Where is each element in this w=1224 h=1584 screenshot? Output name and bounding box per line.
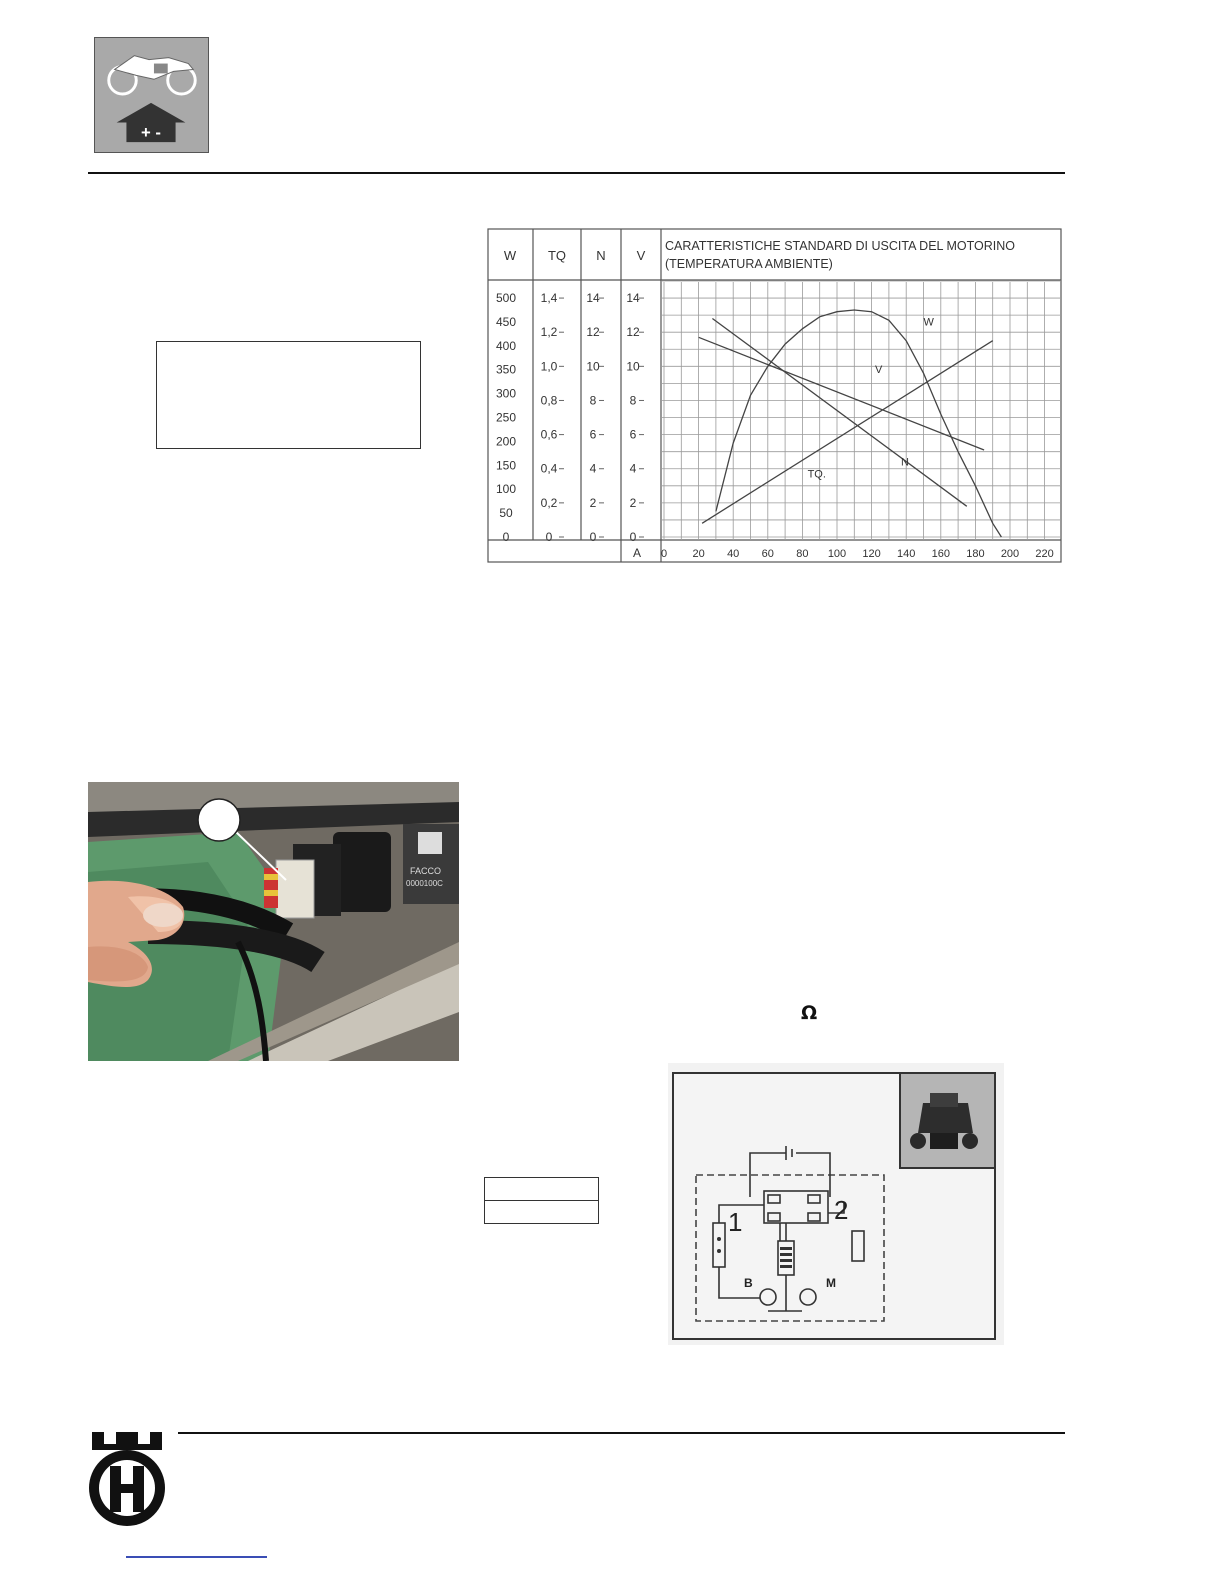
battery-symbol: + - xyxy=(141,123,161,143)
series-label-tq: TQ. xyxy=(807,468,826,481)
table-row xyxy=(485,1178,599,1201)
y-tick-label: 0,2 xyxy=(540,495,558,510)
callout-circle xyxy=(198,799,240,841)
x-tick-label: 60 xyxy=(761,548,774,560)
y-tick-label: 450 xyxy=(495,314,517,329)
y-tick-label: 8 xyxy=(589,393,597,408)
x-tick-label: 220 xyxy=(1035,548,1054,560)
relay-connector-photo xyxy=(88,782,459,1061)
y-tick-label: 6 xyxy=(589,427,597,442)
terminal-m-label: M xyxy=(826,1276,836,1290)
chart-title: CARATTERISTICHE STANDARD DI USCITA DEL MOTORINO xyxy=(665,239,1016,253)
footer-link[interactable] xyxy=(126,1556,267,1558)
x-tick-label: 20 xyxy=(692,548,705,560)
y-tick-label: 0,6 xyxy=(540,427,558,442)
x-tick-label: 200 xyxy=(1000,548,1020,560)
relay-circuit-diagram xyxy=(668,1063,1004,1345)
y-tick-label: 500 xyxy=(495,291,517,306)
chart-subtitle: (TEMPERATURA AMBIENTE) xyxy=(665,257,833,271)
y-tick-label: 1,4 xyxy=(540,291,558,306)
y-tick-label: 250 xyxy=(495,410,517,425)
y-tick-label: 14 xyxy=(586,291,600,306)
terminal-1-label: 1 xyxy=(728,1207,743,1237)
series-label-w: W xyxy=(923,316,934,329)
y-tick-label: 8 xyxy=(629,393,637,408)
y-tick-label: 10 xyxy=(626,359,640,374)
y-tick-label: 200 xyxy=(495,434,517,449)
y-tick-label: 300 xyxy=(495,386,517,401)
terminal-2-label: 2 xyxy=(834,1195,849,1225)
y-tick-label: 100 xyxy=(495,482,517,497)
motorcycle-battery-icon xyxy=(94,37,209,153)
table-cell xyxy=(485,1201,599,1224)
y-tick-label: 0,8 xyxy=(540,393,558,408)
x-tick-label: 40 xyxy=(727,548,740,560)
y-tick-label: 2 xyxy=(589,495,597,510)
x-tick-label: 180 xyxy=(966,548,985,560)
husqvarna-h-logo xyxy=(86,1430,168,1530)
x-tick-label: 160 xyxy=(931,548,950,560)
x-tick-label: 80 xyxy=(796,548,809,560)
value-table xyxy=(484,1177,599,1224)
y-tick-label: 6 xyxy=(629,427,637,442)
y-tick-label: 1,2 xyxy=(540,325,558,340)
table-cell xyxy=(485,1178,599,1201)
module-code: 0000100C xyxy=(406,879,443,888)
terminal-b-label: B xyxy=(744,1276,753,1290)
x-tick-label: 100 xyxy=(827,548,847,560)
y-tick-label: 50 xyxy=(499,506,513,521)
y-tick-label: 0 xyxy=(629,530,637,544)
y-axis-label-n: N xyxy=(596,248,606,263)
relay-thumbnail xyxy=(900,1073,995,1168)
empty-text-box xyxy=(156,341,421,449)
y-tick-label: 10 xyxy=(586,359,600,374)
x-tick-label: 140 xyxy=(897,548,916,560)
y-tick-label: 150 xyxy=(495,458,517,473)
y-axis-label-v: V xyxy=(636,248,646,263)
y-tick-label: 4 xyxy=(629,461,637,476)
table-row xyxy=(485,1201,599,1224)
x-axis-label: A xyxy=(632,546,642,560)
y-tick-label: 0,4 xyxy=(540,461,558,476)
y-tick-label: 4 xyxy=(589,461,597,476)
y-tick-label: 400 xyxy=(495,338,517,353)
y-tick-label: 12 xyxy=(626,325,640,340)
x-tick-label: 0 xyxy=(660,548,668,560)
y-tick-label: 14 xyxy=(626,291,640,306)
y-tick-label: 12 xyxy=(586,325,600,340)
module-label: FACCO xyxy=(410,866,442,876)
footer-rule xyxy=(178,1432,1065,1434)
y-axis-label-tq: TQ xyxy=(547,248,567,263)
header-rule xyxy=(88,172,1065,174)
y-tick-label: 1,0 xyxy=(540,359,558,374)
motor-output-chart xyxy=(487,228,1063,564)
resistance-unit: Ω xyxy=(801,1002,818,1024)
x-tick-label: 120 xyxy=(862,548,881,560)
y-axis-label-w: W xyxy=(503,248,517,263)
y-tick-label: 0 xyxy=(545,530,553,544)
y-tick-label: 0 xyxy=(589,530,597,544)
y-tick-label: 350 xyxy=(495,362,517,377)
series-label-v: V xyxy=(875,364,883,377)
y-tick-label: 0 xyxy=(502,530,510,544)
series-label-n: N xyxy=(901,456,909,469)
y-tick-label: 2 xyxy=(629,495,637,510)
